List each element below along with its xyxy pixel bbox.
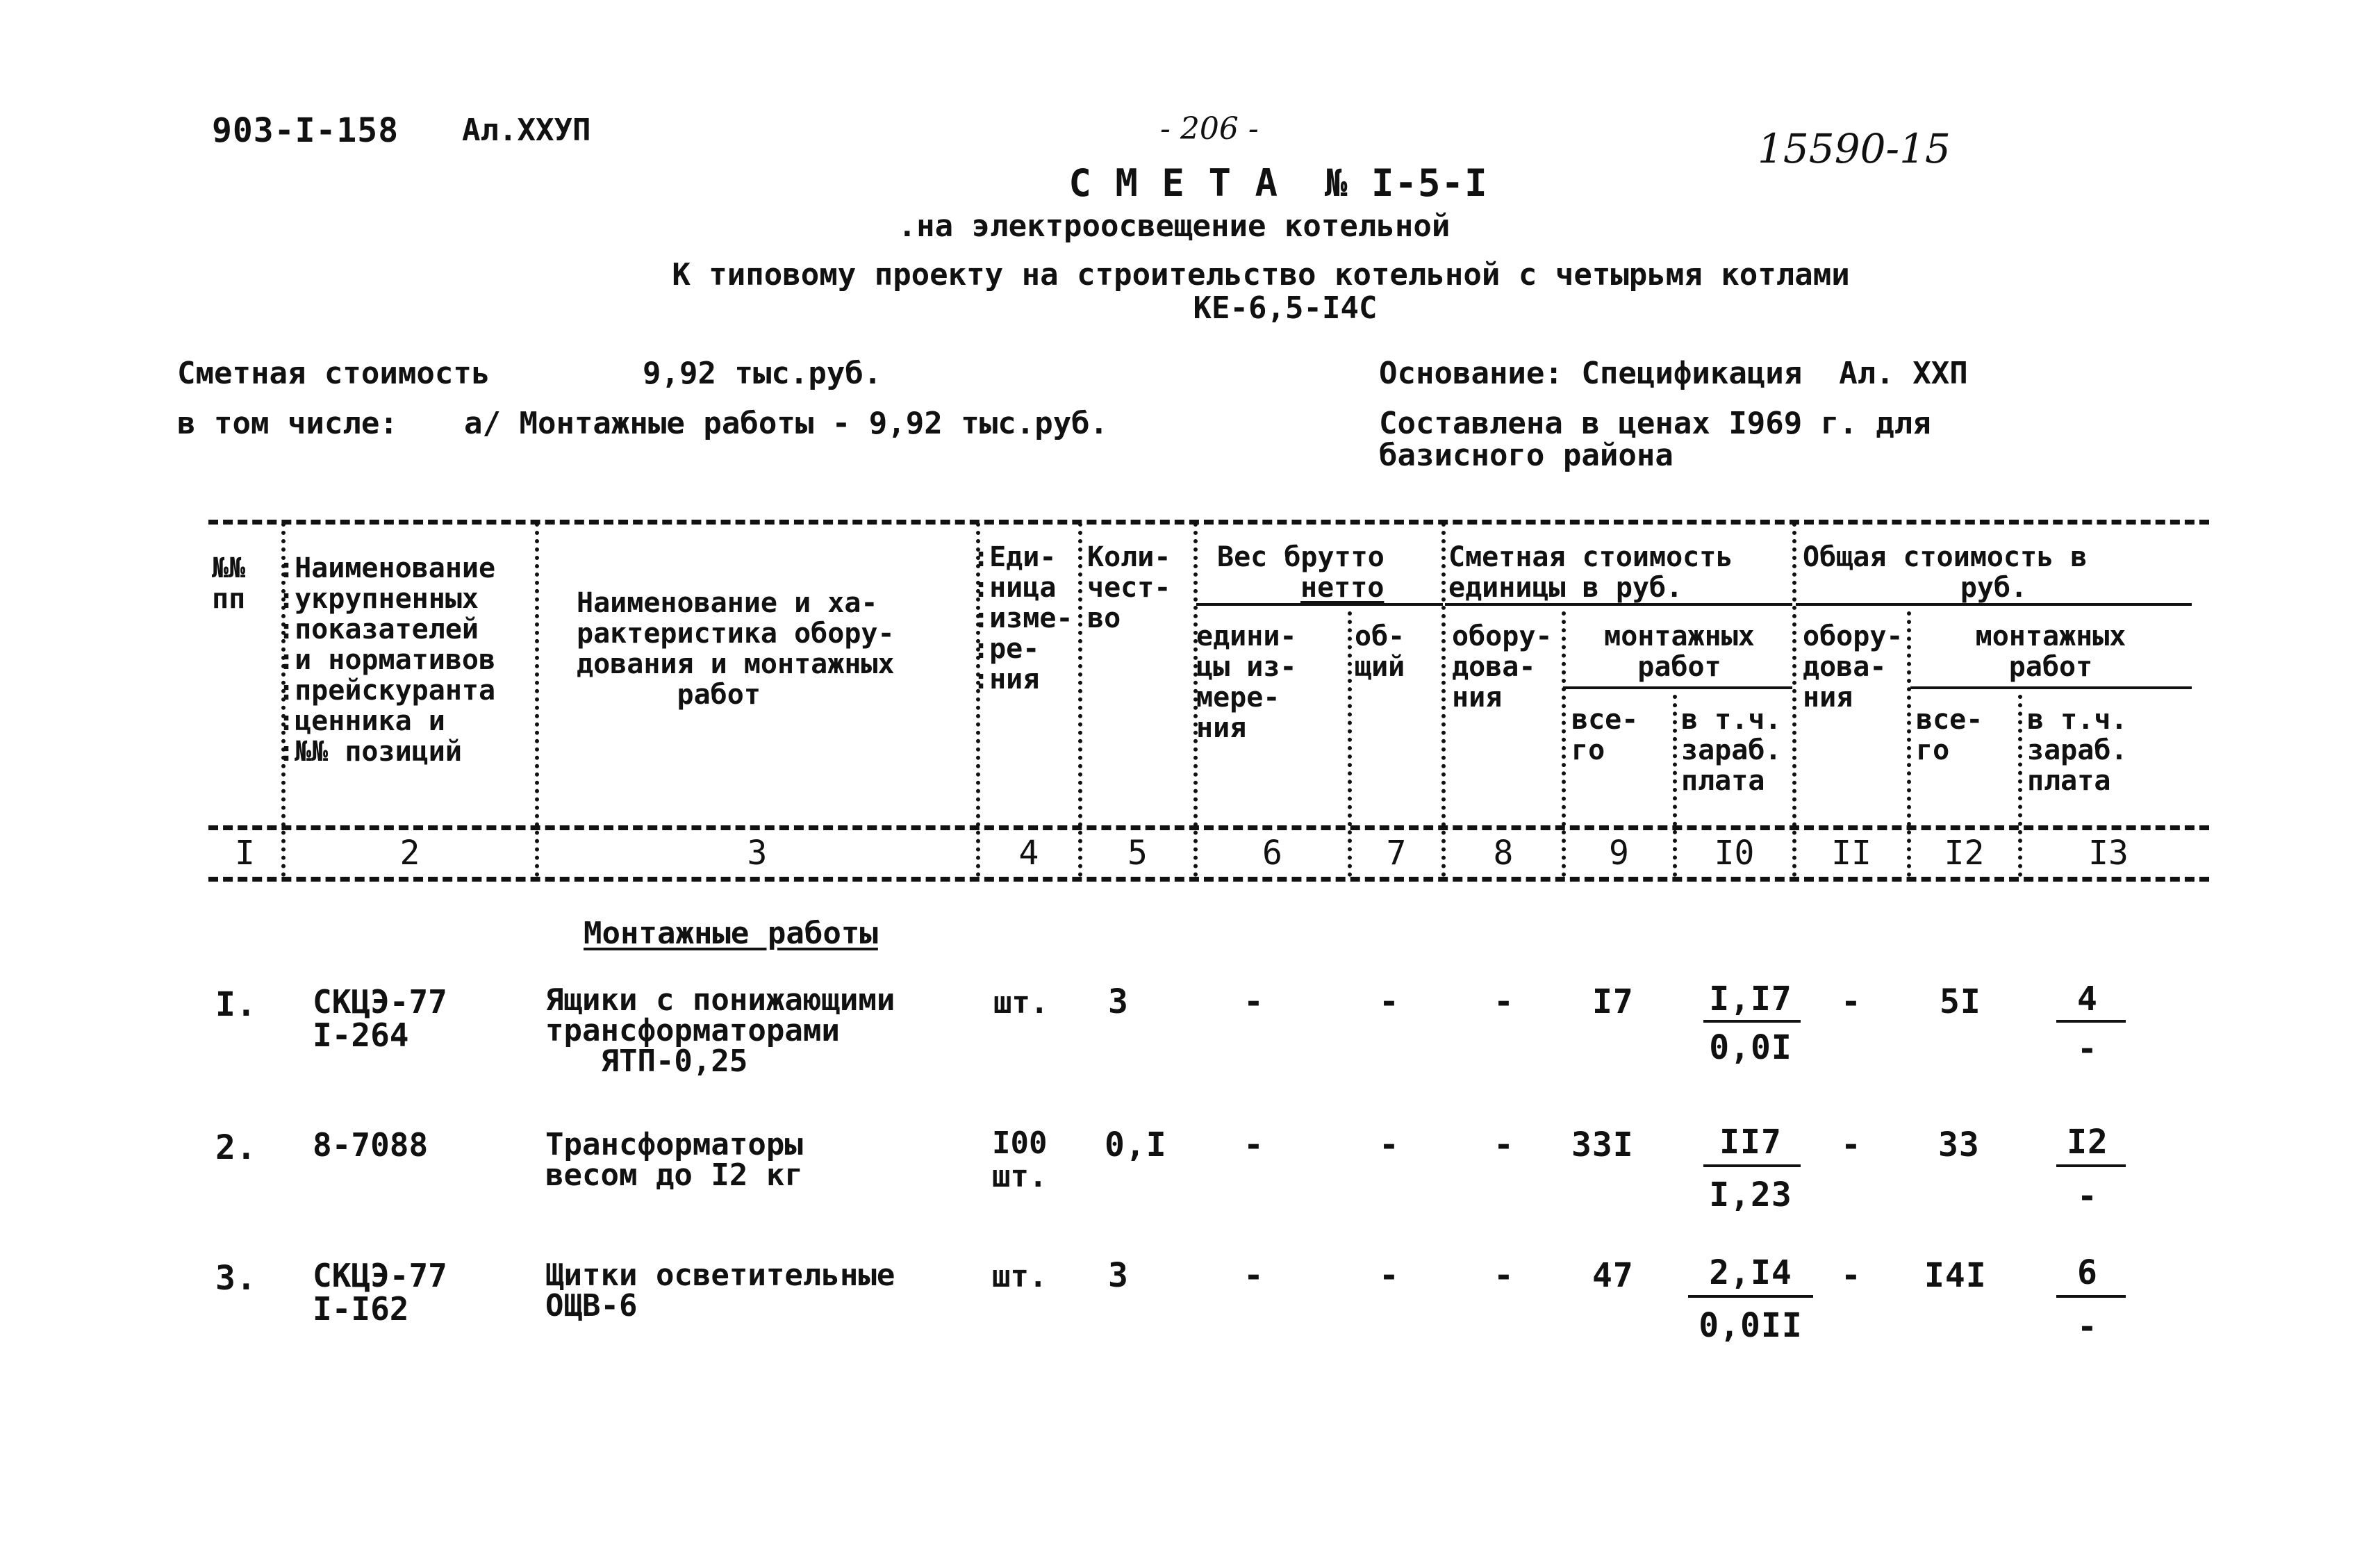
header-unit-mont-wage: в т.ч. зараб. плата (1681, 704, 1782, 797)
row-total-wage-extra: - (2077, 1308, 2098, 1346)
row-unit-mont-wage: 2,I4 (1709, 1253, 1792, 1292)
header-unit-mont: монтажных работ (1604, 620, 1755, 683)
col-number: I (235, 834, 255, 873)
header-name: Наименование и ха- рактеристика обору- дования и монтажных работ (577, 587, 895, 711)
row-unit-mont-total: 33I (1571, 1125, 1634, 1164)
row-unit-mont-wage: II7 (1719, 1123, 1782, 1162)
row-code: СКЦЭ-77 I-264 (313, 983, 447, 1054)
col-number: I3 (2088, 834, 2129, 873)
row-number: 2. (215, 1128, 257, 1167)
col-number: 7 (1386, 834, 1407, 873)
header-total-mont-total: все- го (1916, 704, 1983, 766)
header-weight-netto: нетто (1300, 572, 1385, 604)
header-unit: :Еди- :ница :изме- :ре- :ния (973, 541, 1073, 695)
album-ref: Ал.ХХУП (462, 113, 591, 148)
row-total-wage: 4 (2077, 980, 2098, 1018)
row-total-equipment: - (1841, 1256, 1862, 1295)
row-total-wage-extra: - (2077, 1030, 2098, 1069)
basis-note: Основание: Спецификация Ал. ХХП (1379, 356, 1968, 391)
row-total-equipment: - (1841, 982, 1862, 1021)
row-name: Трансформаторы весом до I2 кг (545, 1127, 803, 1193)
project-reference: К типовому проекту на строительство котельной с четырьмя котлами (672, 257, 1850, 292)
row-code: 8-7088 (313, 1126, 429, 1164)
row-total-wage: I2 (2067, 1123, 2108, 1162)
col-separator (1792, 522, 1796, 877)
including-label: в том числе: (177, 406, 398, 441)
row-qty: 3 (1108, 1256, 1129, 1295)
header-num: №№ пп (212, 552, 246, 615)
table-top-border (208, 520, 2209, 525)
header-total-equipment: обору- дова- ния (1803, 620, 1903, 713)
row-weight-total: - (1379, 1256, 1400, 1295)
row-unit-mont-wage: I,I7 (1709, 980, 1792, 1018)
row-unit-mont-wage-extra: 0,0I (1709, 1028, 1792, 1067)
header-unit-equipment: обору- дова- ния (1452, 620, 1553, 713)
unit-mont-rule (1563, 686, 1792, 689)
fraction-line (1688, 1295, 1813, 1298)
cost-label: Сметная стоимость (177, 356, 490, 391)
header-code: :Наименование :укрупненных :показателей :и нормативов :прейскуранта :ценника и :№№ позиций (278, 552, 496, 768)
row-qty: 3 (1108, 982, 1129, 1021)
row-total-wage: 6 (2077, 1253, 2098, 1292)
row-qty: 0,I (1105, 1125, 1167, 1164)
col-number: I2 (1944, 834, 1985, 873)
row-total-wage-extra: - (2077, 1177, 2098, 1216)
header-unit-cost: Сметная стоимость (1448, 541, 1733, 573)
header-total-mont: монтажных работ (1975, 620, 2126, 683)
fraction-line (2056, 1295, 2126, 1298)
row-unit-mont-total: I7 (1592, 982, 1634, 1021)
cost-value: 9,92 тыс.руб. (643, 356, 882, 391)
header-total-mont-wage: в т.ч. зараб. плата (2027, 704, 2128, 797)
row-unit-equipment: - (1494, 1125, 1514, 1164)
row-total-mont: 5I (1940, 982, 1981, 1021)
col-number: I0 (1714, 834, 1755, 873)
header-weight-unit: едини- цы из- мере- ния (1196, 620, 1297, 744)
row-total-equipment: - (1841, 1125, 1862, 1164)
header-total-cost: Общая стоимость в (1803, 541, 2088, 573)
row-unit: шт. (993, 985, 1049, 1021)
row-unit-equipment: - (1494, 1256, 1514, 1295)
estimate-title: С М Е Т А № I-5-I (1068, 161, 1488, 205)
row-name: Ящики с понижающими трансформаторами ЯТП-0,25 (545, 982, 895, 1079)
archive-number: 15590-15 (1758, 125, 1951, 172)
col-number: 2 (399, 834, 420, 873)
fraction-line (2056, 1164, 2126, 1167)
row-number: I. (215, 985, 257, 1024)
compiled-note-line1: Составлена в ценах I969 г. для (1379, 406, 1931, 441)
total-mont-rule (1910, 686, 2192, 689)
header-unit-cost-sub: единицы в руб. (1448, 572, 1683, 604)
row-code: СКЦЭ-77 I-I62 (313, 1257, 447, 1328)
row-unit-equipment: - (1494, 982, 1514, 1021)
compiled-note-line2: базисного района (1379, 438, 1674, 473)
row-unit-mont-wage-extra: 0,0II (1699, 1306, 1803, 1345)
col-separator (1441, 522, 1446, 877)
col-separator (535, 522, 539, 877)
row-name: Щитки осветительные ОЩВ-6 (545, 1257, 895, 1323)
row-number: 3. (215, 1259, 257, 1298)
header-weight-total: об- щий (1355, 620, 1405, 683)
including-value: а/ Монтажные работы - 9,92 тыс.руб. (464, 406, 1109, 441)
fraction-line (2056, 1020, 2126, 1023)
row-unit-mont-total: 47 (1592, 1256, 1634, 1295)
row-weight-unit: - (1243, 982, 1264, 1021)
row-weight-total: - (1379, 1125, 1400, 1164)
row-unit: шт. (992, 1259, 1048, 1294)
row-unit-mont-wage-extra: I,23 (1709, 1176, 1792, 1214)
row-total-mont: I4I (1924, 1256, 1987, 1295)
header-unit-mont-total: все- го (1571, 704, 1639, 766)
fraction-line (1703, 1020, 1801, 1023)
boiler-model: КЕ-6,5-I4С (1193, 290, 1378, 326)
section-title: Монтажные работы (584, 916, 878, 951)
header-qty: Коли- чест- во (1087, 541, 1171, 634)
col-number: 5 (1127, 834, 1148, 873)
row-unit: I00 шт. (992, 1125, 1048, 1194)
col-number: 9 (1609, 834, 1629, 873)
col-number: 3 (747, 834, 768, 873)
col-number: 6 (1262, 834, 1282, 873)
fraction-line (1703, 1164, 1801, 1167)
row-weight-unit: - (1243, 1256, 1264, 1295)
document-code: 903-I-158 (212, 111, 399, 150)
col-number: 4 (1018, 834, 1039, 873)
col-separator (1078, 522, 1082, 877)
row-weight-total: - (1379, 982, 1400, 1021)
row-total-mont: 33 (1938, 1125, 1980, 1164)
page-number: - 206 - (1160, 111, 1259, 147)
header-weight: Вес брутто (1217, 541, 1385, 573)
estimate-subtitle: .на электроосвещение котельной (898, 208, 1451, 244)
col-number: 8 (1493, 834, 1514, 873)
col-numbers-bottom-border (208, 877, 2209, 882)
header-total-cost-sub: руб. (1960, 572, 2028, 604)
col-number: II (1831, 834, 1871, 873)
row-weight-unit: - (1243, 1125, 1264, 1164)
